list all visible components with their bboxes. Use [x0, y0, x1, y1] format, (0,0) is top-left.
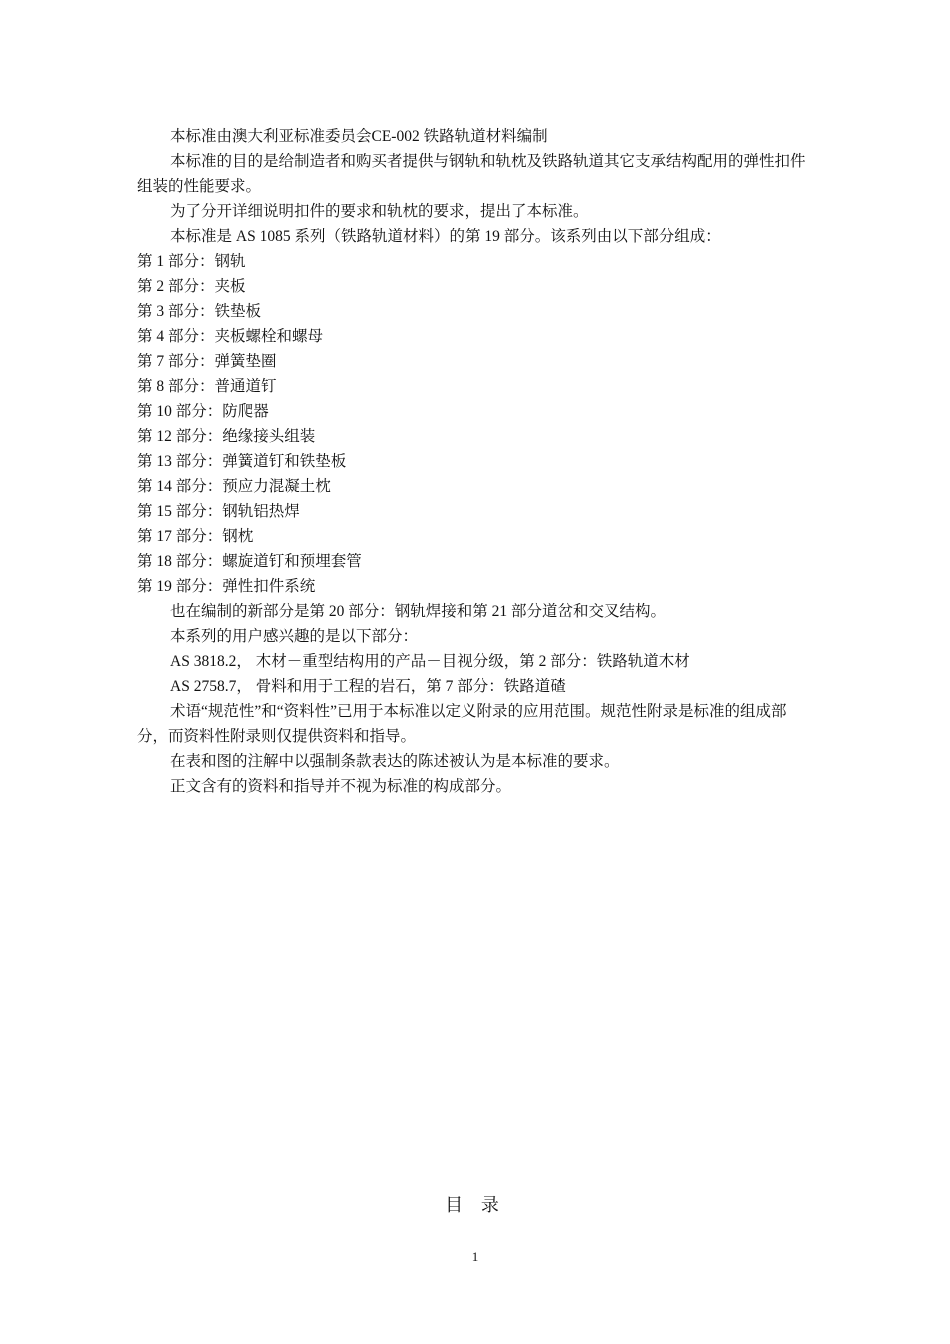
preface-section	[137, 124, 817, 799]
list-item: 第 15 部分：钢轨铝热焊	[137, 503, 300, 520]
list-item: 第 19 部分：弹性扣件系统	[137, 578, 316, 595]
toc-heading: 目 录	[445, 1195, 505, 1216]
preface-paragraph-reason: 为了分开详细说明扣件的要求和轨枕的要求，提出了本标准。	[170, 203, 589, 220]
preface-paragraph-purpose: 本标准的目的是给制造者和购买者提供与钢轨和轨枕及铁路轨道其它支承结构配用的弹性扣件组装的性能要求。	[137, 153, 806, 195]
page-number: 1	[471, 1249, 479, 1264]
list-item: 第 1 部分：钢轨	[137, 253, 246, 270]
list-item: 第 10 部分：防爬器	[137, 403, 269, 420]
preface-paragraph-committee: 本标准由澳大利亚标准委员会CE-002 铁路轨道材料编制	[170, 128, 548, 145]
list-item: 第 17 部分：钢枕	[137, 528, 254, 545]
list-item: 第 12 部分：绝缘接头组装	[137, 428, 316, 445]
preface-paragraph-series: 本标准是 AS 1085 系列（铁路轨道材料）的第 19 部分。该系列由以下部分组成：	[170, 228, 721, 245]
list-item: 第 7 部分：弹簧垫圈	[137, 353, 277, 370]
related-standard-timber: AS 3818.2， 木材－重型结构用的产品－目视分级，第 2 部分：铁路轨道木材	[170, 653, 690, 670]
list-item: 第 4 部分：夹板螺栓和螺母	[137, 328, 324, 345]
series-parts-list	[137, 249, 817, 599]
list-item: 第 13 部分：弹簧道钉和铁垫板	[137, 453, 347, 470]
preface-paragraph-related: 本系列的用户感兴趣的是以下部分：	[170, 628, 419, 645]
preface-paragraph-new-parts: 也在编制的新部分是第 20 部分：钢轨焊接和第 21 部分道岔和交叉结构。	[170, 603, 667, 620]
list-item: 第 14 部分：预应力混凝土枕	[137, 478, 331, 495]
list-item: 第 18 部分：螺旋道钉和预埋套管	[137, 553, 362, 570]
preface-paragraph-appendix-terms: 术语“规范性”和“资料性”已用于本标准以定义附录的应用范围。规范性附录是标准的组成部分，而资料性附录则仅提供资料和指导。	[137, 703, 787, 745]
related-standard-ballast: AS 2758.7， 骨料和用于工程的岩石，第 7 部分：铁路道碴	[170, 678, 566, 695]
list-item: 第 8 部分：普通道钉	[137, 378, 277, 395]
list-item: 第 2 部分：夹板	[137, 278, 246, 295]
preface-paragraph-guidance: 正文含有的资料和指导并不视为标准的构成部分。	[170, 778, 512, 795]
preface-paragraph-notes: 在表和图的注解中以强制条款表达的陈述被认为是本标准的要求。	[170, 753, 620, 770]
list-item: 第 3 部分：铁垫板	[137, 303, 262, 320]
